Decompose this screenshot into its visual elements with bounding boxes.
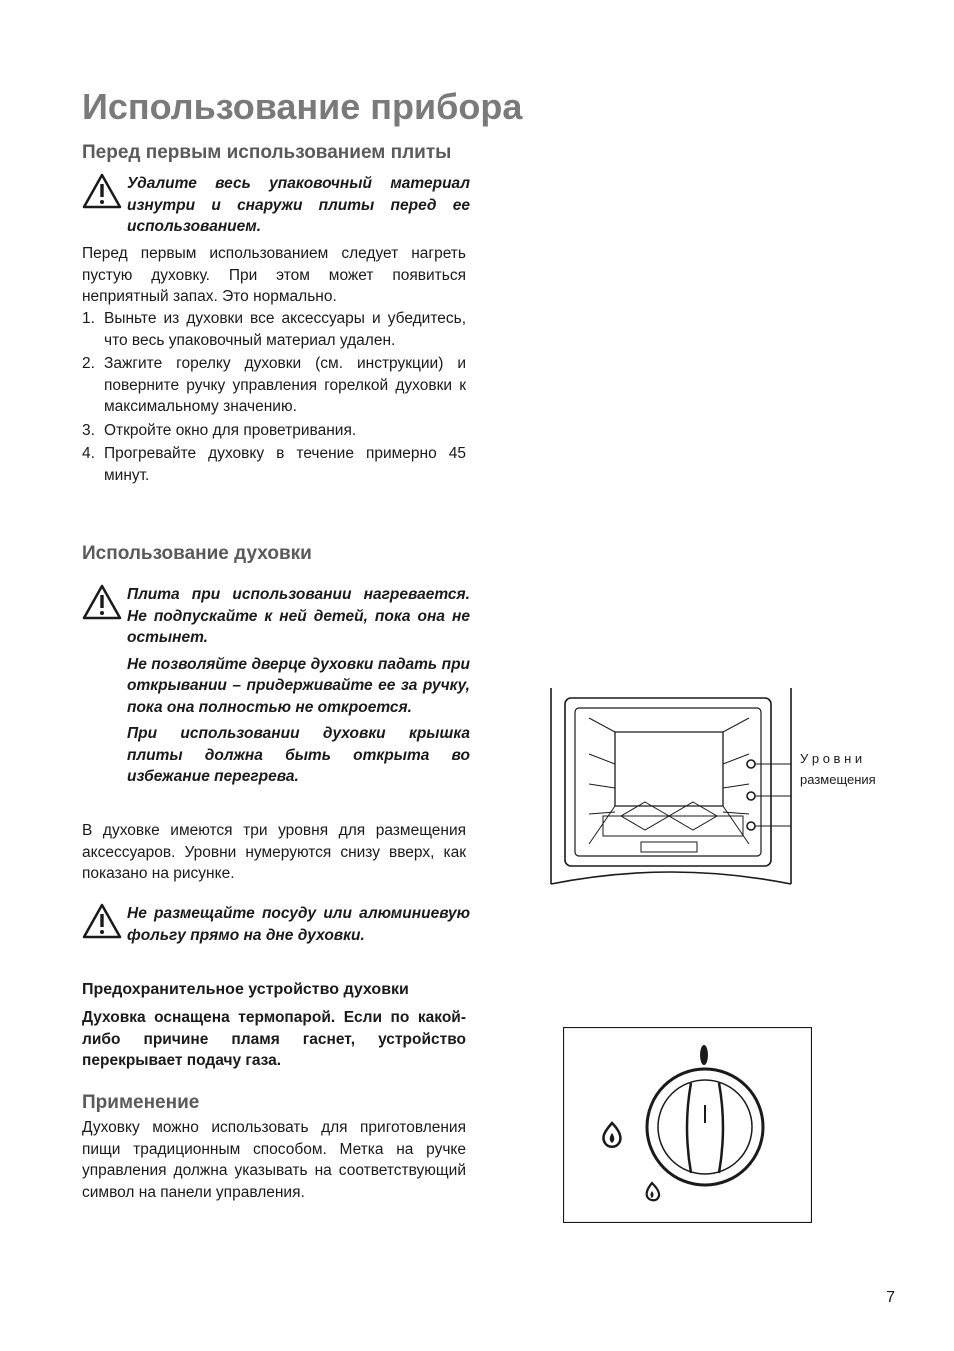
safety-paragraph: Духовка оснащена термопарой. Если по какой-либо причине пламя гаснет, устройство перекрывает подачу газа.: [82, 1009, 466, 1069]
warning-text: Не позволяйте дверце духовки падать при открывании – придерживайте ее за ручку, пока она полностью не откроется.: [127, 655, 470, 716]
oven-interior-figure: [545, 684, 805, 896]
section-heading-oven-use: Использование духовки: [82, 543, 312, 564]
list-item: [82, 308, 466, 351]
warning-icon: [82, 903, 122, 939]
list-item: [82, 353, 466, 418]
max-mark: [700, 1045, 708, 1065]
warning-packaging: [82, 173, 470, 243]
list-item: [82, 420, 466, 442]
levels-paragraph: В духовке имеются три уровня для размещения аксессуаров. Уровни нумеруются снизу вверх, как показано на рисунке.: [82, 822, 466, 882]
step-number: 2.: [82, 355, 95, 372]
step-number: 4.: [82, 445, 95, 462]
warning-text: Удалите весь упаковочный материал изнутри и снаружи плиты перед ее использованием.: [127, 175, 470, 235]
knob: [647, 1069, 763, 1185]
levels-label-line1: У р о в н и: [800, 751, 863, 766]
step-text: Зажгите горелку духовки (см. инструкции) и поверните ручку управления горелкой духовки к максимальному значению.: [104, 355, 466, 415]
warning-icon: [82, 173, 122, 209]
warning-oven-hot: [82, 584, 470, 793]
levels-label: [800, 748, 876, 790]
control-knob-figure: [563, 1027, 812, 1223]
section-heading-application: Применение: [82, 1092, 200, 1113]
flame-small-icon: [647, 1183, 659, 1200]
step-text: Прогревайте духовку в течение примерно 45 минут.: [104, 445, 466, 484]
warning-text: Плита при использовании нагревается. Не подпускайте к ней детей, пока она не остынет.: [127, 586, 470, 646]
warning-no-foil: [82, 903, 470, 951]
page-title: Использование прибора: [82, 86, 523, 127]
intro-paragraph: Перед первым использованием следует нагреть пустую духовку. При этом может появиться неприятный запах. Это нормально.: [82, 245, 466, 305]
page-number: 7: [886, 1289, 895, 1306]
levels-label-line2: размещения: [800, 772, 876, 787]
step-number: 1.: [82, 310, 95, 327]
steps-list: [82, 308, 466, 488]
step-text: Выньте из духовки все аксессуары и убедитесь, что весь упаковочный материал удален.: [104, 310, 466, 349]
section-heading-first-use: Перед первым использованием плиты: [82, 142, 452, 163]
list-item: [82, 443, 466, 486]
step-number: 3.: [82, 421, 95, 439]
warning-icon: [82, 584, 122, 620]
step-text: Откройте окно для проветривания.: [104, 421, 357, 439]
application-paragraph: Духовку можно использовать для приготовления пищи традиционным способом. Метка на ручке управления должна указывать на соответствующий символ на панели управления.: [82, 1119, 466, 1201]
safety-heading: Предохранительное устройство духовки: [82, 981, 409, 998]
flame-large-icon: [603, 1123, 620, 1147]
warning-text: Не размещайте посуду или алюминиевую фольгу прямо на дне духовки.: [127, 905, 470, 944]
warning-text: При использовании духовки крышка плиты должна быть открыта во избежание перегрева.: [127, 725, 470, 785]
